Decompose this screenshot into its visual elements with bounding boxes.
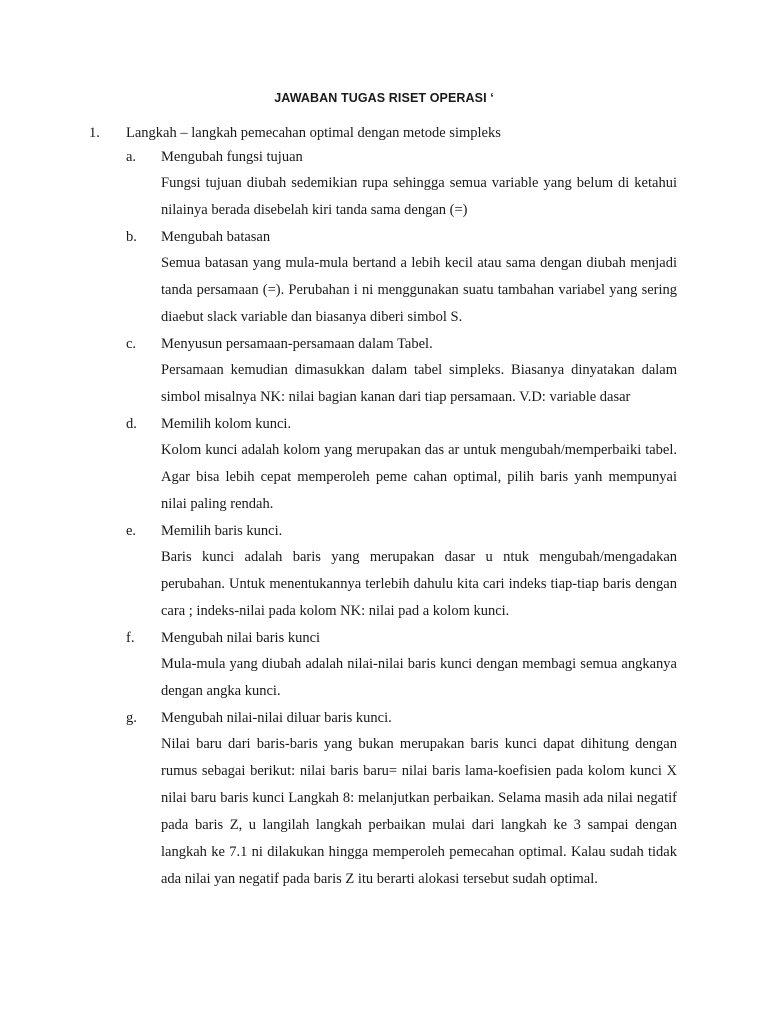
list-number: 1.: [89, 125, 100, 141]
item-g-heading: Mengubah nilai-nilai diluar baris kunci.: [161, 710, 392, 726]
item-c-letter: c.: [126, 336, 137, 352]
item-d-letter: d.: [126, 416, 137, 432]
item-g-letter: g.: [126, 710, 137, 726]
item-d-text: Kolom kunci adalah kolom yang merupakan das ar untuk mengubah/memperbaiki tabel. Agar bisa lebih cepat memperoleh peme cahan optimal, pilih baris yanh mempunyai nilai paling rendah.: [161, 442, 677, 512]
list-lead-text: Langkah – langkah pemecahan optimal dengan metode simpleks: [126, 125, 501, 141]
page-title: JAWABAN TUGAS RISET OPERASI ‘: [274, 91, 494, 105]
item-c-text: Persamaan kemudian dimasukkan dalam tabel simpleks. Biasanya dinyatakan dalam simbol misalnya NK: nilai bagian kanan dari tiap persamaan. V.D: variable dasar: [161, 362, 677, 405]
item-c-heading: Menyusun persamaan-persamaan dalam Tabel.: [161, 336, 433, 352]
item-a-text: Fungsi tujuan diubah sedemikian rupa sehingga semua variable yang belum di ketahui nilainya berada disebelah kiri tanda sama dengan (=): [161, 175, 677, 218]
item-b-letter: b.: [126, 229, 137, 245]
item-f-letter: f.: [126, 630, 135, 646]
item-f-text: Mula-mula yang diubah adalah nilai-nilai baris kunci dengan membagi semua angkanya dengan angka kunci.: [161, 656, 677, 699]
item-b-text: Semua batasan yang mula-mula bertand a lebih kecil atau sama dengan diubah menjadi tanda persamaan (=). Perubahan i ni menggunakan suatu tambahan variabel yang sering diaebut slack variable dan biasanya diberi simbol S.: [161, 255, 677, 325]
item-a-heading: Mengubah fungsi tujuan: [161, 149, 303, 165]
item-f-heading: Mengubah nilai baris kunci: [161, 630, 321, 646]
item-b-heading: Mengubah batasan: [161, 229, 271, 245]
item-e-letter: e.: [126, 523, 137, 539]
item-a-letter: a.: [126, 149, 137, 165]
item-e-text: Baris kunci adalah baris yang merupakan dasar u ntuk mengubah/mengadakan perubahan. Untuk menentukannya terlebih dahulu kita cari indeks tiap-tiap baris dengan cara ; indeks-nilai pada kolom NK: nilai pad a kolom kunci.: [161, 549, 677, 619]
item-e-heading: Memilih baris kunci.: [161, 523, 283, 539]
item-g-text: Nilai baru dari baris-baris yang bukan merupakan baris kunci dapat dihitung dengan rumus sebagai berikut: nilai baris baru= nilai baris lama-koefisien pada kolom kunci X nilai baru baris kunci Langkah 8: melanjutkan perbaikan. Selama masih ada nilai negatif pada baris Z, u langilah langkah perbaikan mulai dari langkah ke 3 sampai dengan langkah ke 7.1 ni dilakukan hingga memperoleh pemecahan optimal. Kalau sudah tidak ada nilai yan negatif pada baris Z itu berarti alokasi tersebut sudah optimal.: [161, 736, 677, 887]
item-d-heading: Memilih kolom kunci.: [161, 416, 292, 432]
